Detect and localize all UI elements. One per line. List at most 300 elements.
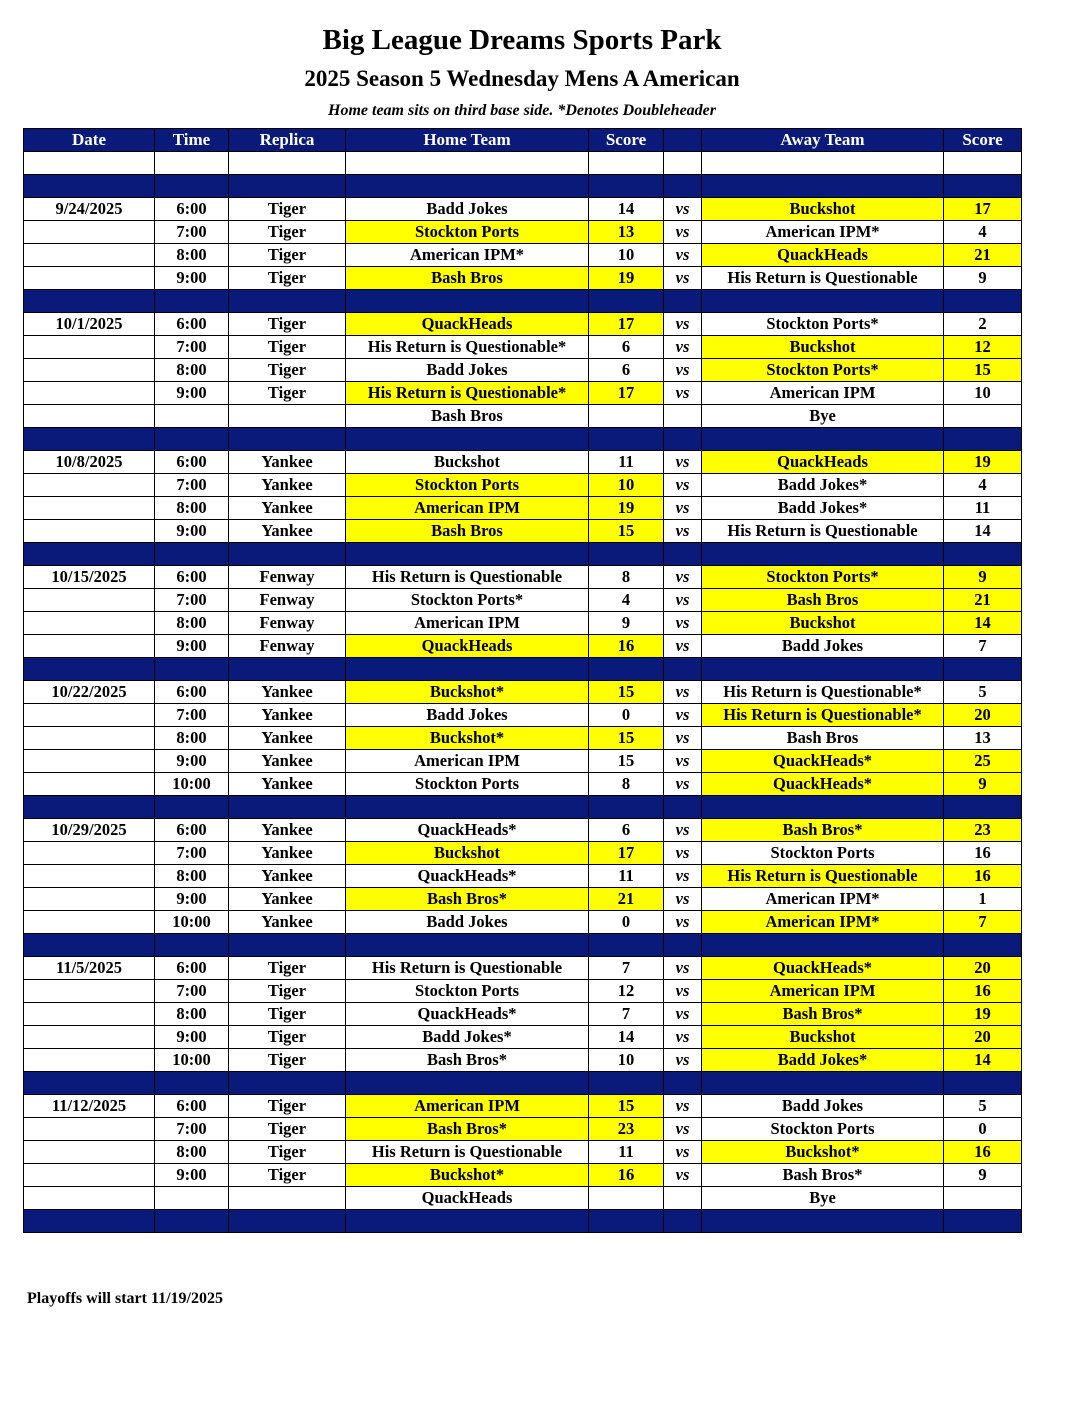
date-cell	[24, 589, 155, 612]
home-score-cell: 14	[589, 198, 664, 221]
home-team-cell: His Return is Questionable*	[346, 382, 589, 405]
game-row	[24, 566, 1022, 589]
home-score-cell	[589, 934, 664, 957]
away-team-cell: Badd Jokes	[702, 1095, 944, 1118]
home-team-cell	[346, 428, 589, 451]
replica-cell: Yankee	[229, 520, 346, 543]
date-cell	[24, 980, 155, 1003]
home-team-cell: His Return is Questionable	[346, 1141, 589, 1164]
time-cell: 7:00	[155, 842, 229, 865]
away-team-cell	[702, 1210, 944, 1233]
home-team-cell	[346, 934, 589, 957]
away-score-cell: 20	[944, 704, 1022, 727]
time-cell: 8:00	[155, 359, 229, 382]
date-cell: 10/29/2025	[24, 819, 155, 842]
time-cell: 6:00	[155, 957, 229, 980]
replica-cell: Tiger	[229, 198, 346, 221]
game-row	[24, 819, 1022, 842]
vs-cell: vs	[664, 704, 702, 727]
replica-cell: Tiger	[229, 1003, 346, 1026]
game-row	[24, 612, 1022, 635]
date-cell	[24, 750, 155, 773]
home-score-cell: 6	[589, 336, 664, 359]
vs-cell: vs	[664, 451, 702, 474]
away-score-cell: 14	[944, 520, 1022, 543]
time-cell: 6:00	[155, 819, 229, 842]
replica-cell	[229, 1210, 346, 1233]
vs-cell: vs	[664, 359, 702, 382]
away-team-cell: Bash Bros*	[702, 819, 944, 842]
away-score-cell: 14	[944, 1049, 1022, 1072]
home-team-cell: Stockton Ports	[346, 221, 589, 244]
away-score-cell: 19	[944, 451, 1022, 474]
game-row	[24, 1118, 1022, 1141]
away-score-cell: 25	[944, 750, 1022, 773]
away-score-cell: 4	[944, 474, 1022, 497]
home-score-cell: 6	[589, 359, 664, 382]
replica-cell: Tiger	[229, 1095, 346, 1118]
away-team-cell: Badd Jokes*	[702, 1049, 944, 1072]
col-header-date: Date	[24, 129, 155, 152]
date-cell	[24, 635, 155, 658]
vs-cell	[664, 1210, 702, 1233]
away-score-cell: 7	[944, 635, 1022, 658]
vs-cell: vs	[664, 313, 702, 336]
time-cell: 9:00	[155, 382, 229, 405]
game-row	[24, 842, 1022, 865]
replica-cell: Tiger	[229, 1049, 346, 1072]
date-cell	[24, 221, 155, 244]
replica-cell	[229, 796, 346, 819]
replica-cell	[229, 934, 346, 957]
vs-cell: vs	[664, 819, 702, 842]
vs-cell: vs	[664, 566, 702, 589]
date-cell: 11/5/2025	[24, 957, 155, 980]
time-cell: 7:00	[155, 589, 229, 612]
game-row	[24, 865, 1022, 888]
vs-cell	[664, 1072, 702, 1095]
home-team-cell: Bash Bros	[346, 267, 589, 290]
home-team-cell: Badd Jokes	[346, 911, 589, 934]
date-cell	[24, 359, 155, 382]
date-cell	[24, 1003, 155, 1026]
vs-cell	[664, 934, 702, 957]
replica-cell	[229, 428, 346, 451]
home-team-cell: Bash Bros*	[346, 1049, 589, 1072]
game-row	[24, 750, 1022, 773]
time-cell	[155, 152, 229, 175]
date-cell	[24, 934, 155, 957]
date-cell	[24, 842, 155, 865]
home-score-cell: 11	[589, 1141, 664, 1164]
time-cell: 8:00	[155, 727, 229, 750]
away-score-cell: 21	[944, 589, 1022, 612]
replica-cell	[229, 290, 346, 313]
time-cell: 7:00	[155, 221, 229, 244]
home-score-cell: 16	[589, 1164, 664, 1187]
home-team-cell: Stockton Ports*	[346, 589, 589, 612]
away-score-cell: 11	[944, 497, 1022, 520]
home-team-cell: American IPM*	[346, 244, 589, 267]
game-row	[24, 198, 1022, 221]
time-cell	[155, 934, 229, 957]
away-score-cell: 4	[944, 221, 1022, 244]
blank-row	[24, 152, 1022, 175]
vs-cell	[664, 405, 702, 428]
away-team-cell	[702, 658, 944, 681]
replica-cell: Yankee	[229, 497, 346, 520]
home-team-cell: His Return is Questionable	[346, 957, 589, 980]
away-score-cell: 9	[944, 566, 1022, 589]
date-cell	[24, 520, 155, 543]
replica-cell: Tiger	[229, 359, 346, 382]
replica-cell: Fenway	[229, 612, 346, 635]
away-team-cell	[702, 152, 944, 175]
date-cell	[24, 152, 155, 175]
home-team-cell: Bash Bros*	[346, 888, 589, 911]
home-score-cell: 8	[589, 773, 664, 796]
time-cell	[155, 428, 229, 451]
away-score-cell: 7	[944, 911, 1022, 934]
away-score-cell: 9	[944, 1164, 1022, 1187]
home-team-cell: QuackHeads	[346, 313, 589, 336]
vs-cell: vs	[664, 635, 702, 658]
page-subtitle: 2025 Season 5 Wednesday Mens A American	[304, 66, 740, 91]
home-score-cell: 17	[589, 382, 664, 405]
time-cell: 6:00	[155, 681, 229, 704]
home-score-cell: 23	[589, 1118, 664, 1141]
home-team-cell: American IPM	[346, 612, 589, 635]
replica-cell	[229, 405, 346, 428]
home-score-cell	[589, 796, 664, 819]
away-team-cell: Buckshot*	[702, 1141, 944, 1164]
away-team-cell	[702, 428, 944, 451]
away-team-cell: His Return is Questionable*	[702, 681, 944, 704]
home-score-cell: 19	[589, 497, 664, 520]
away-score-cell: 20	[944, 1026, 1022, 1049]
week-separator-row	[24, 175, 1022, 198]
game-row	[24, 1141, 1022, 1164]
home-score-cell: 11	[589, 451, 664, 474]
replica-cell: Tiger	[229, 1026, 346, 1049]
date-cell	[24, 336, 155, 359]
vs-cell: vs	[664, 1095, 702, 1118]
date-cell	[24, 1141, 155, 1164]
time-cell	[155, 796, 229, 819]
away-score-cell: 16	[944, 842, 1022, 865]
time-cell	[155, 1072, 229, 1095]
col-header-vs	[664, 129, 702, 152]
away-score-cell: 5	[944, 1095, 1022, 1118]
home-team-cell: Buckshot*	[346, 1164, 589, 1187]
away-score-cell	[944, 152, 1022, 175]
time-cell: 10:00	[155, 1049, 229, 1072]
replica-cell	[229, 152, 346, 175]
game-row	[24, 221, 1022, 244]
away-score-cell	[944, 543, 1022, 566]
away-team-cell: Bash Bros*	[702, 1164, 944, 1187]
vs-cell: vs	[664, 773, 702, 796]
home-score-cell: 10	[589, 474, 664, 497]
vs-cell: vs	[664, 612, 702, 635]
home-score-cell: 11	[589, 865, 664, 888]
home-team-cell: American IPM	[346, 497, 589, 520]
away-score-cell: 2	[944, 313, 1022, 336]
vs-cell: vs	[664, 221, 702, 244]
date-cell	[24, 704, 155, 727]
home-team-cell: American IPM	[346, 750, 589, 773]
replica-cell: Yankee	[229, 819, 346, 842]
away-team-cell: American IPM*	[702, 221, 944, 244]
home-team-cell	[346, 1072, 589, 1095]
away-team-cell	[702, 934, 944, 957]
date-cell	[24, 612, 155, 635]
vs-cell: vs	[664, 589, 702, 612]
away-score-cell	[944, 405, 1022, 428]
replica-cell	[229, 543, 346, 566]
date-cell: 9/24/2025	[24, 198, 155, 221]
away-score-cell: 20	[944, 957, 1022, 980]
home-score-cell	[589, 428, 664, 451]
time-cell: 9:00	[155, 1164, 229, 1187]
time-cell: 9:00	[155, 1026, 229, 1049]
vs-cell: vs	[664, 750, 702, 773]
home-score-cell: 15	[589, 750, 664, 773]
away-score-cell	[944, 1187, 1022, 1210]
vs-cell	[664, 290, 702, 313]
date-cell	[24, 888, 155, 911]
game-row	[24, 451, 1022, 474]
home-score-cell: 13	[589, 221, 664, 244]
home-team-cell: Buckshot*	[346, 681, 589, 704]
home-team-cell: Bash Bros*	[346, 1118, 589, 1141]
game-row	[24, 520, 1022, 543]
time-cell	[155, 543, 229, 566]
time-cell	[155, 1187, 229, 1210]
replica-cell: Tiger	[229, 244, 346, 267]
vs-cell	[664, 175, 702, 198]
vs-cell: vs	[664, 1118, 702, 1141]
date-cell	[24, 175, 155, 198]
home-score-cell	[589, 658, 664, 681]
home-score-cell: 0	[589, 704, 664, 727]
time-cell: 8:00	[155, 497, 229, 520]
home-score-cell: 10	[589, 244, 664, 267]
home-team-cell: Bash Bros	[346, 405, 589, 428]
replica-cell	[229, 1187, 346, 1210]
away-team-cell	[702, 796, 944, 819]
time-cell: 7:00	[155, 980, 229, 1003]
date-cell: 10/15/2025	[24, 566, 155, 589]
time-cell: 6:00	[155, 313, 229, 336]
away-team-cell: His Return is Questionable*	[702, 704, 944, 727]
home-score-cell	[589, 290, 664, 313]
away-score-cell: 5	[944, 681, 1022, 704]
vs-cell: vs	[664, 1164, 702, 1187]
game-row	[24, 474, 1022, 497]
time-cell: 8:00	[155, 244, 229, 267]
time-cell: 6:00	[155, 566, 229, 589]
away-team-cell	[702, 543, 944, 566]
vs-cell: vs	[664, 474, 702, 497]
away-score-cell	[944, 1072, 1022, 1095]
home-score-cell: 15	[589, 727, 664, 750]
home-team-cell: His Return is Questionable	[346, 566, 589, 589]
away-team-cell: American IPM	[702, 980, 944, 1003]
time-cell: 9:00	[155, 750, 229, 773]
away-team-cell: Stockton Ports*	[702, 566, 944, 589]
col-header-time: Time	[155, 129, 229, 152]
away-team-cell	[702, 290, 944, 313]
home-score-cell	[589, 1187, 664, 1210]
time-cell: 8:00	[155, 1003, 229, 1026]
date-cell	[24, 1187, 155, 1210]
date-cell: 10/1/2025	[24, 313, 155, 336]
away-score-cell	[944, 1210, 1022, 1233]
vs-cell: vs	[664, 842, 702, 865]
vs-cell: vs	[664, 336, 702, 359]
schedule-note: Home team sits on third base side. *Denotes Doubleheader	[328, 102, 716, 119]
away-score-cell: 0	[944, 1118, 1022, 1141]
date-cell	[24, 1210, 155, 1233]
home-score-cell: 4	[589, 589, 664, 612]
home-team-cell: QuackHeads*	[346, 1003, 589, 1026]
replica-cell: Tiger	[229, 336, 346, 359]
game-row	[24, 704, 1022, 727]
game-row	[24, 957, 1022, 980]
time-cell: 9:00	[155, 267, 229, 290]
home-team-cell: Badd Jokes	[346, 704, 589, 727]
date-cell	[24, 1049, 155, 1072]
game-row	[24, 911, 1022, 934]
home-score-cell: 14	[589, 1026, 664, 1049]
time-cell	[155, 175, 229, 198]
replica-cell: Fenway	[229, 589, 346, 612]
col-header-replica: Replica	[229, 129, 346, 152]
game-row	[24, 727, 1022, 750]
replica-cell	[229, 1072, 346, 1095]
home-team-cell: Badd Jokes	[346, 359, 589, 382]
home-team-cell: American IPM	[346, 1095, 589, 1118]
away-team-cell: American IPM*	[702, 911, 944, 934]
away-team-cell: Stockton Ports	[702, 1118, 944, 1141]
home-score-cell: 7	[589, 957, 664, 980]
home-team-cell: Buckshot*	[346, 727, 589, 750]
replica-cell: Tiger	[229, 1164, 346, 1187]
away-team-cell: QuackHeads*	[702, 773, 944, 796]
away-team-cell: His Return is Questionable	[702, 865, 944, 888]
date-cell	[24, 1118, 155, 1141]
time-cell: 7:00	[155, 704, 229, 727]
date-cell	[24, 865, 155, 888]
game-row	[24, 336, 1022, 359]
game-row	[24, 1026, 1022, 1049]
home-team-cell: Stockton Ports	[346, 474, 589, 497]
away-team-cell: Bye	[702, 1187, 944, 1210]
home-team-cell: QuackHeads	[346, 1187, 589, 1210]
away-score-cell: 16	[944, 1141, 1022, 1164]
date-cell	[24, 1072, 155, 1095]
away-team-cell	[702, 175, 944, 198]
home-score-cell: 10	[589, 1049, 664, 1072]
home-team-cell: Bash Bros	[346, 520, 589, 543]
home-team-cell: Buckshot	[346, 451, 589, 474]
date-cell	[24, 382, 155, 405]
home-score-cell: 9	[589, 612, 664, 635]
away-team-cell: American IPM	[702, 382, 944, 405]
game-row	[24, 359, 1022, 382]
vs-cell: vs	[664, 1026, 702, 1049]
replica-cell: Tiger	[229, 221, 346, 244]
date-cell	[24, 911, 155, 934]
away-team-cell: Bash Bros	[702, 727, 944, 750]
home-score-cell	[589, 405, 664, 428]
date-cell	[24, 244, 155, 267]
week-separator-row	[24, 543, 1022, 566]
away-team-cell: Bash Bros*	[702, 1003, 944, 1026]
vs-cell: vs	[664, 198, 702, 221]
replica-cell	[229, 175, 346, 198]
home-score-cell: 0	[589, 911, 664, 934]
vs-cell: vs	[664, 980, 702, 1003]
home-team-cell: QuackHeads*	[346, 819, 589, 842]
game-row	[24, 1187, 1022, 1210]
away-team-cell: Stockton Ports*	[702, 313, 944, 336]
home-team-cell	[346, 658, 589, 681]
time-cell	[155, 290, 229, 313]
away-team-cell: Badd Jokes*	[702, 474, 944, 497]
away-score-cell: 16	[944, 865, 1022, 888]
home-team-cell: Buckshot	[346, 842, 589, 865]
away-score-cell: 21	[944, 244, 1022, 267]
time-cell: 6:00	[155, 1095, 229, 1118]
home-team-cell	[346, 152, 589, 175]
vs-cell	[664, 1187, 702, 1210]
replica-cell: Tiger	[229, 313, 346, 336]
week-separator-row	[24, 1072, 1022, 1095]
date-cell	[24, 428, 155, 451]
away-team-cell: Buckshot	[702, 198, 944, 221]
time-cell: 9:00	[155, 888, 229, 911]
home-team-cell	[346, 1210, 589, 1233]
home-score-cell: 21	[589, 888, 664, 911]
away-team-cell: Stockton Ports*	[702, 359, 944, 382]
time-cell	[155, 405, 229, 428]
time-cell: 9:00	[155, 520, 229, 543]
date-cell: 10/8/2025	[24, 451, 155, 474]
away-score-cell	[944, 175, 1022, 198]
week-separator-row	[24, 934, 1022, 957]
home-team-cell	[346, 796, 589, 819]
time-cell: 9:00	[155, 635, 229, 658]
replica-cell: Tiger	[229, 980, 346, 1003]
game-row	[24, 773, 1022, 796]
week-separator-row	[24, 290, 1022, 313]
date-cell	[24, 543, 155, 566]
away-team-cell: Badd Jokes*	[702, 497, 944, 520]
vs-cell: vs	[664, 865, 702, 888]
game-row	[24, 267, 1022, 290]
vs-cell: vs	[664, 911, 702, 934]
week-separator-row	[24, 1210, 1022, 1233]
time-cell: 7:00	[155, 336, 229, 359]
replica-cell	[229, 658, 346, 681]
game-row	[24, 313, 1022, 336]
vs-cell: vs	[664, 520, 702, 543]
vs-cell: vs	[664, 888, 702, 911]
col-header-away-score: Score	[944, 129, 1022, 152]
schedule-table	[23, 128, 1022, 1233]
